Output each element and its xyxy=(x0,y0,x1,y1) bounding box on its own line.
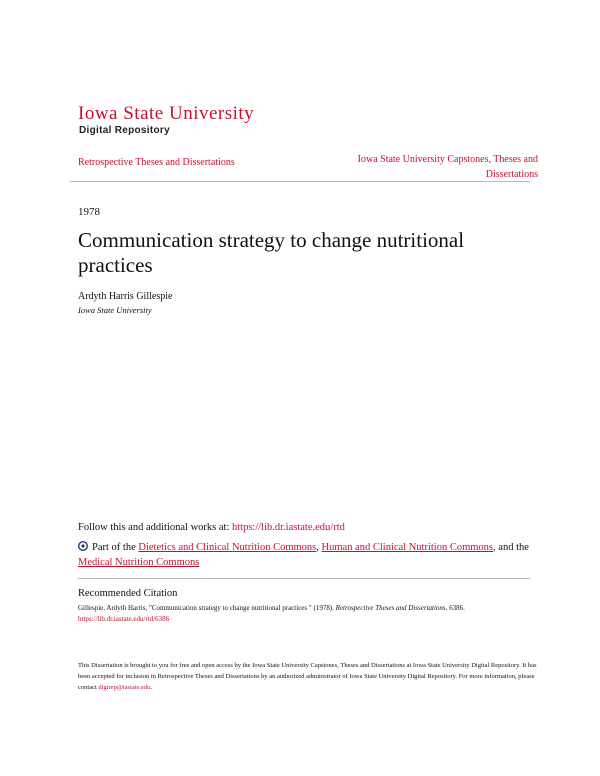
author-affiliation: Iowa State University xyxy=(78,305,152,315)
human-nutrition-commons-link[interactable]: Human and Clinical Nutrition Commons xyxy=(321,542,494,553)
follow-url-link[interactable]: https://lib.dr.iastate.edu/rtd xyxy=(232,522,345,533)
citation-plain: Gillespie, Ardyth Harris, "Communication strategy to change nutritional practices " (1978). xyxy=(78,604,336,612)
separator-2: , and the xyxy=(493,542,529,553)
disclaimer-body: This Dissertation is brought to you for free and open access by the Iowa State University Capstones, Theses and Dissertations at Iowa State University Digital Repository. It has been accepted for inclusion in Retrospective Theses and Dissertations by an authorized administrator of Iowa State University Digital Repository. For more information, please contact xyxy=(78,662,537,691)
disclaimer-end: . xyxy=(150,684,153,691)
follow-line xyxy=(78,522,345,533)
publication-year: 1978 xyxy=(78,206,100,218)
part-of-line xyxy=(78,540,538,570)
author-name: Ardyth Harris Gillespie xyxy=(78,291,173,302)
separator-1: , xyxy=(316,542,322,553)
dietetics-commons-link[interactable]: Dietetics and Clinical Nutrition Commons xyxy=(138,542,317,553)
capstones-theses-link[interactable]: Iowa State University Capstones, Theses and Dissertations xyxy=(357,154,538,180)
disclaimer-text xyxy=(78,660,540,693)
document-title: Communication strategy to change nutritional practices xyxy=(78,228,465,277)
university-logo-text: Iowa State University xyxy=(78,103,255,124)
part-of-prefix: Part of the xyxy=(92,542,139,553)
repository-logo-text: Digital Repository xyxy=(79,125,170,136)
medical-nutrition-commons-link[interactable]: Medical Nutrition Commons xyxy=(78,557,200,568)
follow-prefix: Follow this and additional works at: xyxy=(78,522,232,533)
commons-network-icon xyxy=(78,541,88,551)
citation-suffix: . 6386. xyxy=(445,604,465,612)
contact-email-link[interactable]: digirep@iastate.edu xyxy=(98,684,151,691)
citation-text xyxy=(78,603,538,625)
retrospective-theses-link[interactable]: Retrospective Theses and Dissertations xyxy=(78,157,235,168)
citation-series: Retrospective Theses and Dissertations xyxy=(335,604,446,612)
header-divider xyxy=(70,181,530,182)
citation-divider xyxy=(78,578,530,579)
recommended-citation-heading: Recommended Citation xyxy=(78,588,178,599)
citation-url-link[interactable]: https://lib.dr.iastate.edu/rtd/6386 xyxy=(78,615,170,623)
